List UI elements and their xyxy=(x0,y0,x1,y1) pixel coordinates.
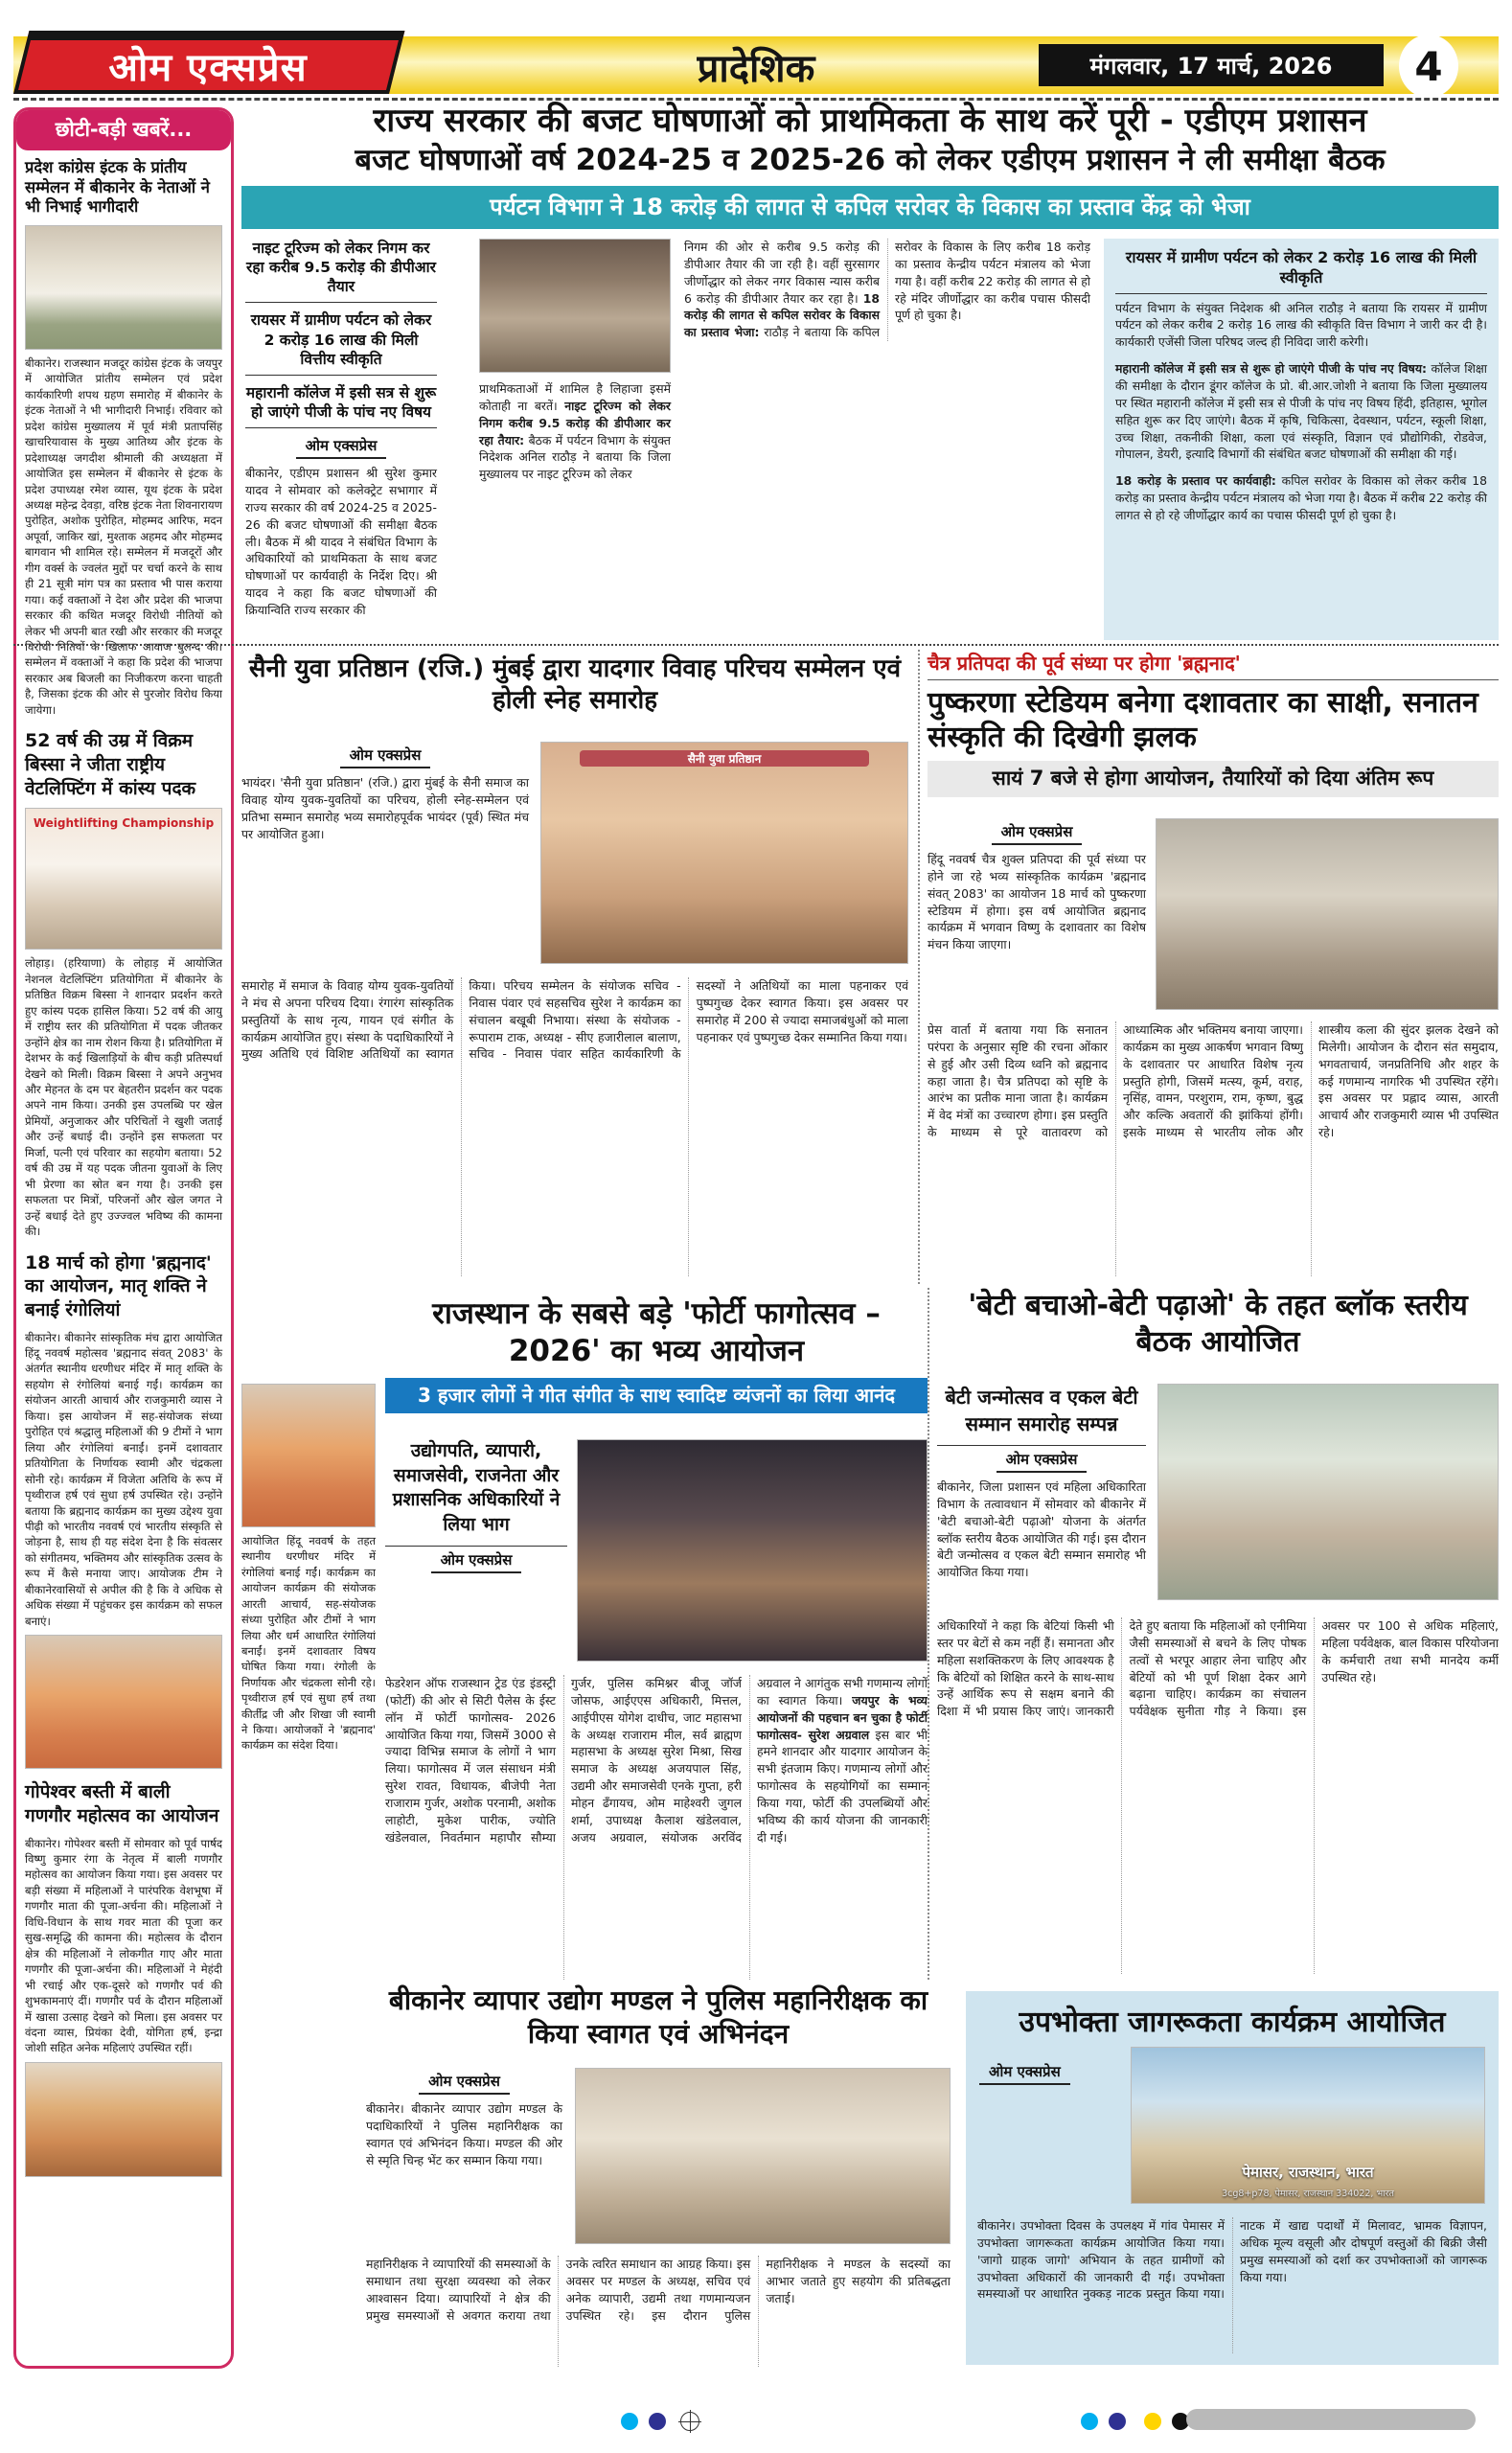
vyapar-lead-column xyxy=(366,2068,562,2168)
forti-sub-column xyxy=(385,1439,567,1579)
photo-adm-review-meeting xyxy=(479,239,671,373)
photo-upbhokta-street-play xyxy=(1131,2047,1485,2204)
registration-dots-right xyxy=(1081,2411,1189,2430)
beti-lead: बीकानेर, जिला प्रशासन एवं महिला अधिकारिता विभाग के तत्वावधान में सोमवार को बीकानेर में 'बेटी बचाओ-बेटी पढ़ाओ' योजना के अंतर्गत ब्लॉक स्तरीय बैठक आयोजित की गई। इस दौरान बेटी जन्मोत्सव व एकल बेटी सम्मान समारोह भी आयोजित किया गया। xyxy=(937,1479,1146,1580)
vyapar-lead: बीकानेर। बीकानेर व्यापार उद्योग मण्डल के पदाधिकारियों ने पुलिस महानिरीक्षक का स्वागत एवं अभिनंदन किया। मण्डल की ओर से स्मृति चिन्ह भेंट कर सम्मान किया गया। xyxy=(366,2101,562,2167)
saini-body: समारोह में समाज के विवाह योग्य युवक-युवतियों ने मंच से अपना परिचय दिया। रंगारंग सांस्कृतिक प्रस्तुतियों के साथ नृत्य, गायन एवं संगीत के कार्यक्रम आयोजित हुए। संस्था के पदाधिकारियों ने मुख्य अतिथि एवं विशिष्ट अतिथियों का स्वागत किया। परिचय सम्मेलन के संयोजक सचिव - निवास पंवार एवं सहसचिव सुरेश ने कार्यक्रम का संचालन बखूबी निभाया। संस्था के संयोजक - रूपाराम टाक, अध्यक्ष - सीए हजारीलाल बालाण, सचिव - निवास पंवार सहित कार्यकारिणी के सदस्यों ने अतिथियों का माला पहनाकर एवं पुष्पगुच्छ देकर स्वागत किया। इस अवसर पर समारोह में 200 से ज्यादा समाजबंधुओं को माला पहनाकर एवं पुष्पगुच्छ देकर सम्मानित किया गया। xyxy=(241,978,908,1062)
photo-geotag: 3cg8+p78, पेमासर, राजस्थान 334022, भारत xyxy=(1222,2189,1394,2199)
forti-article xyxy=(385,1295,928,1845)
vyapar-article xyxy=(366,1983,951,2323)
upbhokta-headline: उपभोक्ता जागरूकता कार्यक्रम आयोजित xyxy=(1019,2006,1446,2039)
vyapar-headline: बीकानेर व्यापार उद्योग मण्डल ने पुलिस महानिरीक्षक का किया स्वागत एवं अभिनंदन xyxy=(388,1984,928,2050)
infobox-item xyxy=(1115,248,1487,351)
bottom-band xyxy=(241,1983,1499,2369)
forti-band: 3 हजार लोगों ने गीत संगीत के साथ स्वादिष्ट व्यंजनों का लिया आनंद xyxy=(385,1378,928,1413)
top-story-body: निगम की ओर से करीब 9.5 करोड़ की डीपीआर तैयार की जा रही है। वहीं सुरसागर जीर्णोद्धार को लेकर नगर विकास न्यास करीब 6 करोड़ की डीपीआर तैयार कर रहा है। 18 करोड़ की लागत से कपिल सरोवर के विकास का प्रस्ताव भेजा: राठौड़ ने बताया कि कपिल सरोवर के विकास के लिए करीब 18 करोड़ का प्रस्ताव केन्द्रीय पर्यटन मंत्रालय को भेजा गया है। वहीं करीब 22 करोड़ की लागत से हो रहे मंदिर जीर्णोद्धार का करीब पचास फीसदी पूर्ण हो चुका है। xyxy=(684,239,1090,340)
byline: ओम एक्सप्रेस xyxy=(992,822,1083,845)
photo-weightlifting xyxy=(25,808,222,950)
cyan-dot-icon xyxy=(1081,2413,1098,2430)
section-title: प्रादेशिक xyxy=(697,47,815,91)
brief-body: बीकानेर। बीकानेर सांस्कृतिक मंच द्वारा आयोजित हिंदू नववर्ष महोत्सव 'ब्रह्मनाद संवत् 2083' के अंतर्गत स्थानीय धरणीधर मंदिर में मातृ शक्ति के सहयोग से रंगोलियां बनाई गईं। कार्यक्रम का संयोजन आरती आचार्य और राजकुमारी व्यास ने किया। इस आयोजन में सह-संयोजक संध्या पुरोहित एवं श्रद्धालु महिलाओं की 9 टीमों ने भाग लिया और रंगोलियां बनाईं। इनमें दशावतार प्रतियोगिता के निर्णायक स्वामी और चंद्रकला सोनी रहे। कार्यक्रम में विजेता अतिथि के रूप में पृथ्वीराज हर्ष एवं सुधा हर्ष उपस्थित रहे। उन्होंने बताया कि ब्रह्मनाद कार्यक्रम का मुख्य उद्देश्य युवा पीढ़ी को भारतीय नववर्ष एवं भारतीय संस्कृति से जोड़ना है, साथ ही यह संदेश देना है कि संवत्सर को संगीतमय, भक्तिमय और सांस्कृतिक उत्सव के रूप में कैसे मनाया जाए। आयोजक टीम ने बीकानेरवासियों से अपील की है कि वे अधिक से अधिक संख्या में पहुंचकर इस कार्यक्रम को सफल बनाएं। xyxy=(25,1330,222,1628)
page-number: 4 xyxy=(1399,34,1458,98)
date-box: मंगलवार, 17 मार्च, 2026 xyxy=(1039,44,1384,86)
briefs-title: छोटी-बड़ी खबरें... xyxy=(16,110,231,150)
beti-article xyxy=(937,1288,1499,1980)
saini-headline: सैनी युवा प्रतिष्ठान (रजि.) मुंबई द्वारा यादगार विवाह परिचय सम्मेलन एवं होली स्नेह समारोह xyxy=(248,654,902,715)
brief-body: लोहाड़। (हरियाणा) के लोहाड़ में आयोजित नेशनल वेटलिफ्टिंग प्रतियोगिता में बीकानेर के प्रतिष्ठित विक्रम बिस्सा ने शानदार प्रदर्शन करते हुए कांस्य पदक हासिल किया। 52 वर्ष की आयु में राष्ट्रीय स्तर की प्रतियोगिता में पदक जीतकर उन्होंने क्षेत्र का नाम रोशन किया है। प्रतियोगिता में देशभर के कई खिलाड़ियों के बीच कड़ी प्रतिस्पर्धा देखने को मिली। विक्रम बिस्सा ने अपने अनुभव और मेहनत के दम पर बेहतरीन प्रदर्शन कर पदक अपने नाम किया। उनकी इस उपलब्धि पर खेल प्रेमियों, अनुजाकर और परिचितों ने खुशी जताई और उन्हें बधाई दी। उन्होंने इस सफलता पर मिर्जा, पत्नी एवं परिवार का सहयोग बताया। 52 वर्ष की उम्र में यह पदक जीतना युवाओं के लिए भी प्रेरणा का स्रोत बन गया है। उनकी इस सफलता पर मित्रों, परिजनों और खेल जगत ने उन्हें बधाई देते हुए उज्ज्वल भविष्य की कामना की। xyxy=(25,956,222,1239)
photo-forti-fagotsav-stage xyxy=(577,1439,928,1662)
brahmnad-headline: पुष्करणा स्टेडियम बनेगा दशावतार का साक्षी, सनातन संस्कृति की दिखेगी झलक xyxy=(928,686,1478,754)
photo-brahmnad-press xyxy=(1156,818,1499,1010)
paper-name: ओम एक्सप्रेस xyxy=(108,45,309,90)
rangoli-continuation xyxy=(241,1384,376,1754)
byline: ओम एक्सप्रेस xyxy=(431,1550,522,1573)
byline: ओम एक्सप्रेस xyxy=(419,2072,510,2095)
photo-beti-meeting xyxy=(1157,1384,1499,1600)
briefs-column xyxy=(13,107,234,2369)
photo-caption: पेमासर, राजस्थान, भारत xyxy=(1242,2164,1374,2181)
brief-headline: प्रदेश कांग्रेस इंटक के प्रांतीय सम्मेलन में बीकानेर के नेताओं ने भी निभाई भागीदारी xyxy=(25,158,222,219)
masthead xyxy=(13,36,1499,94)
top-story-continuation: प्राथमिकताओं में शामिल है लिहाजा इसमें कोताही ना बरतें। नाइट टूरिज्म को लेकर निगम करीब 9.5 करोड़ की डीपीआर कर रहा तैयार: बैठक में पर्यटन विभाग के संयुक्त निदेशक अनिल राठौड़ ने बताया कि जिला मुख्यालय पर नाइट टूरिज्म को लेकर xyxy=(479,380,671,482)
saini-lead: भायंदर। 'सैनी युवा प्रतिष्ठान' (रजि.) द्वारा मुंबई के सैनी समाज का विवाह योग्य युवक-युवतियों का परिचय, होली स्नेह-सम्मेलन एवं प्रतिभा सम्मान समारोह भव्य समारोहपूर्वक भायंदर (पूर्व) स्थित मंच पर आयोजित हुआ। xyxy=(241,775,529,841)
photo-gangaur-festival xyxy=(25,2062,222,2177)
blue-dot-icon xyxy=(649,2413,666,2430)
brief-article-weightlifting xyxy=(16,722,231,1243)
photo-banner-text: सैनी युवा प्रतिष्ठान xyxy=(580,750,869,767)
top-story-col3 xyxy=(684,239,1090,341)
upbhokta-body: बीकानेर। उपभोक्ता दिवस के उपलक्ष्य में गांव पेमासर में उपभोक्ता जागरूकता कार्यक्रम आयोजित किया गया। 'जागो ग्राहक जागो' अभियान के तहत ग्रामीणों को उपभोक्ता अधिकारों की जानकारी दी गई। उपभोक्ता समस्याओं पर आधारित नुक्कड़ नाटक प्रस्तुत किया गया। नाटक में खाद्य पदार्थों में मिलावट, भ्रामक विज्ञापन, अधिक मूल्य वसूली और दोषपूर्ण वस्तुओं की बिक्री जैसी प्रमुख समस्याओं को दर्शा कर उपभोक्ताओं को जागरूक किया गया। xyxy=(977,2218,1487,2302)
brahmnad-subhead: सायं 7 बजे से होगा आयोजन, तैयारियों को दिया अंतिम रूप xyxy=(928,761,1499,797)
top-story-col2 xyxy=(479,239,671,483)
byline: ओम एक्सप्रेस xyxy=(340,745,431,768)
photo-saini-stage-group xyxy=(540,742,908,964)
byline: ओम एक्सप्रेस xyxy=(979,2062,1070,2085)
vyapar-body: महानिरीक्षक ने व्यापारियों की समस्याओं के समाधान तथा सुरक्षा व्यवस्था को लेकर आश्वासन दिया। व्यापारियों ने क्षेत्र की प्रमुख समस्याओं से अवगत कराया तथा उनके त्वरित समाधान का आग्रह किया। इस अवसर पर मण्डल के अध्यक्ष, सचिव एवं अनेक व्यापारी, उद्यमी तथा गणमान्यजन उपस्थित रहे। इस दौरान पुलिस महानिरीक्षक ने मण्डल के सदस्यों का आभार जताते हुए सहयोग की प्रतिबद्धता जताई। xyxy=(366,2257,951,2323)
infobox-item-body: महारानी कॉलेज में इसी सत्र से शुरू हो जाएंगे पीजी के पांच नए विषय: कॉलेज शिक्षा की समीक्षा के दौरान डूंगर कॉलेज के प्रो. बी.आर.जोशी ने बताया कि जिला मुख्यालय पर स्थित महारानी कॉलेज में इसी सत्र से पीजी के पांच नए विषय हिंदी, इतिहास, भूगोल सहित शुरू कर दिए जाएंगे। बैठक में कृषि, चिकित्सा, देवस्थान, पर्यटन, स्कूली शिक्षा, उच्च शिक्षा, तकनीकी शिक्षा, कला एवं संस्कृति, विज्ञान एवं प्रौद्योगिकी, रोडवेज, गोपालन, डेयरी, इत्यादि विभागों की संबंधित बजट घोषणाओं की समीक्षा की गई। xyxy=(1115,361,1487,462)
registration-dots-left xyxy=(621,2411,699,2431)
top-story-headline: राज्य सरकार की बजट घोषणाओं को प्राथमिकता के साथ करें पूरी - एडीएम प्रशासन xyxy=(373,102,1367,140)
brief-headline: 18 मार्च को होगा 'ब्रह्मनाद' का आयोजन, मातृ शक्ति ने बनाई रंगोलियां xyxy=(25,1251,222,1324)
forti-body: फेडरेशन ऑफ राजस्थान ट्रेड एंड इंडस्ट्री (फोर्टी) की ओर से सिटी पैलेस के ईस्ट लॉन में फोर्टी फागोत्सव- 2026 आयोजित किया गया, जिसमें 3000 से ज्यादा विभिन्न समाज के लोगों ने भाग लिया। फागोत्सव में जल संसाधन मंत्री सुरेश रावत, विधायक, बीजेपी नेता राजाराम गुर्जर, अशोक परनामी, अशोक लाहोटी, मुकेश पारीक, ज्योति खंडेलवाल, निवर्तमान महापौर सौम्या गुर्जर, पुलिस कमिश्नर बीजू जॉर्ज जोसफ, आईएएस अधिकारी, मित्तल, आईपीएस योगेश दाधीच, जाट महासभा के अध्यक्ष राजाराम मील, सर्व ब्राह्मण महासभा के अध्यक्ष सुरेश मिश्रा, सिख समाज के अध्यक्ष अजयपाल सिंह, उद्यमी और समाजसेवी एनके गुप्ता, हरी मोहन ढँगायच, ओम माहेश्वरी जुगल शर्मा, उपाध्यक्ष कैलाश खंडेलवाल, अजय अग्रवाल, संयोजक अरविंद अग्रवाल ने आगंतुक सभी गणमान्य लोगों का स्वागत किया। जयपुर के भव्य आयोजनों की पहचान बन चुका है फोर्टी फागोत्सव- सुरेश अग्रवाल इस बार भी हमने शानदार और यादगार आयोजन के सभी इंतजाम किए। गणमान्य लोगों और फागोत्सव के सहयोगियों का सम्मान किया गया, फोर्टी की उपलब्धियों और भविष्य की कार्य योजना की जानकारी दी गई। xyxy=(385,1676,928,1845)
section-divider xyxy=(13,644,1499,646)
top-story-col1 xyxy=(245,239,437,619)
upbhokta-article xyxy=(966,1991,1499,2365)
print-footer xyxy=(0,2403,1512,2438)
lower-band xyxy=(241,1288,1499,1980)
photo-banner-text: Weightlifting Championship xyxy=(33,816,215,831)
brief-headline: 52 वर्ष की उम्र में विक्रम बिस्सा ने जीता राष्ट्रीय वेटलिफ्टिंग में कांस्य पदक xyxy=(25,729,222,802)
photo-rangoli-women xyxy=(25,1635,222,1769)
brief-article-brahmnad-rangoli xyxy=(16,1244,231,1774)
photo-rangoli-gathering xyxy=(241,1384,376,1527)
blue-dot-icon xyxy=(1109,2413,1126,2430)
middle-band xyxy=(241,650,1499,1284)
brief-article-intc xyxy=(16,150,231,722)
crosshair-icon xyxy=(680,2412,699,2431)
top-story xyxy=(241,102,1499,640)
top-story-subheadline: बजट घोषणाओं वर्ष 2024-25 व 2025-26 को लेकर एडीएम प्रशासन ने ली समीक्षा बैठक xyxy=(355,142,1386,177)
top-story-band: पर्यटन विभाग ने 18 करोड़ की लागत से कपिल सरोवर के विकास का प्रस्ताव केंद्र को भेजा xyxy=(241,186,1499,229)
beti-lead-column xyxy=(937,1384,1146,1581)
top-story-infobox xyxy=(1104,239,1499,640)
brief-body: बीकानेर। राजस्थान मजदूर कांग्रेस इंटक के जयपुर में आयोजित प्रांतीय सम्मेलन एवं प्रदेश कार्यकारिणी शपथ ग्रहण समारोह में बीकानेर के इंटक नेताओं ने भी भागीदारी निभाई। रविवार को प्रदेश कांग्रेस मुख्यालय में पूर्व मंत्री प्रतापसिंह खाचरियावास के मुख्य आतिथ्य और इंटक के प्रदेशाध्यक्ष जगदीश श्रीमाली की अध्यक्षता में आयोजित इस सम्मेलन में बीकानेर से इंटक के प्रदेश उपाध्यक्ष रमेश व्यास, यूथ इंटक के प्रदेश अध्यक्ष महेन्द्र देवड़ा, वरिष्ठ इंटक नेता शिवनारायण पुरोहित, अशोक पुरोहित, मोहम्मद आरिफ, मदन अपूर्वा, जाकिर खां, मुश्ताक अहमद और मोहम्मद बागवान भी शामिल रहे। सम्मेलन में मजदूरों और गीग वर्क्स के ज्वलंत मुद्दों पर चर्चा करने के साथ ही 21 सूत्री मांग पत्र का प्रस्ताव भी पास कराया गया। कई वक्ताओं ने देश और प्रदेश की भाजपा सरकार की कथित मजदूर विरोधी नीतियों को लेकर भी अपनी बात रखी और सरकार की मजदूर विरोधी नितियों के खिलाफ आवाज बुलन्द की। सम्मेलन में वक्ताओं ने कहा कि प्रदेश की भाजपा सरकार अब बिजली का निजीकरण करना चाहती है, जिसका इंटक की ओर से पुरजोर विरोध किया जायेगा। xyxy=(25,355,222,717)
brief-article-gangaur xyxy=(16,1773,231,2181)
column-rule xyxy=(928,1288,929,1980)
beti-body: अधिकारियों ने कहा कि बेटियां किसी भी स्तर पर बेटों से कम नहीं हैं। समानता और महिला सशक्तिकरण के लिए आवश्यक है कि बेटियों को शिक्षित करने के साथ-साथ उन्हें आर्थिक रूप से सक्षम बनाने की दिशा में भी प्रयास किए जाएं। जानकारी देते हुए बताया कि महिलाओं को एनीमिया जैसी समस्याओं से बचने के लिए पोषक तत्वों से भरपूर आहार लेना चाहिए और बेटियों को भी पूर्ण शिक्षा देकर आगे बढ़ाना चाहिए। कार्यक्रम का संचालन पर्यवेक्षक सुनीता गौड़ ने किया। इस अवसर पर 100 से अधिक महिलाएं, महिला पर्यवेक्षक, बाल विकास परियोजना के कर्मचारी तथा सभी मानदेय कर्मी उपस्थित रहे। xyxy=(937,1618,1499,1719)
brahmnad-body: प्रेस वार्ता में बताया गया कि सनातन परंपरा के अनुसार सृष्टि की रचना ओंकार से हुई और उसी दिव्य ध्वनि को ब्रह्मनाद कहा जाता है। चैत्र प्रतिपदा को सृष्टि के आरंभ का प्रतीक माना जाता है। कार्यक्रम में वेद मंत्रों का उच्चारण होगा। इस प्रस्तुति के माध्यम से पूरे वातावरण को आध्यात्मिक और भक्तिमय बनाया जाएगा। कार्यक्रम का मुख्य आकर्षण भगवान विष्णु के दशावतार पर आधारित विशेष नृत्य प्रस्तुति होगी, जिसमें मत्स्य, कूर्म, वराह, नृसिंह, वामन, परशुराम, राम, कृष्ण, बुद्ध और कल्कि अवतारों की झांकियां होंगी। इसके माध्यम से भारतीय लोक और शास्त्रीय कला की सुंदर झलक देखने को मिलेगी। आयोजन के दौरान संत समुदाय, भगवताचार्य, जनप्रतिनिधि और शहर के कई गणमान्य नागरिक भी उपस्थित रहेंगे। इस अवसर पर प्रह्लाद व्यास, आरती आचार्य और राजकुमारी व्यास भी उपस्थित रहे। xyxy=(928,1022,1499,1140)
forti-subhead: उद्योगपति, व्यापारी, समाजसेवी, राजनेता और प्रशासनिक अधिकारियों ने लिया भाग xyxy=(385,1439,567,1547)
top-story-columns xyxy=(241,239,1499,640)
bullet-head: रायसर में ग्रामीण पर्यटन को लेकर 2 करोड़ 16 लाख की मिली वित्तीय स्वीकृति xyxy=(245,310,437,375)
cyan-dot-icon xyxy=(621,2413,638,2430)
infobox-item-body: 18 करोड़ के प्रस्ताव पर कार्यवाही: कपिल सरोवर के विकास को लेकर करीब 18 करोड़ का प्रस्ताव केन्द्रीय पर्यटन मंत्रालय को भेजा गया है। बैठक में करीब 22 करोड़ की लागत से हो रहे जीर्णोद्धार कार्य का पचास फीसदी पूर्ण हो चुका है। xyxy=(1115,473,1487,523)
brahmnad-lead-column xyxy=(928,818,1146,953)
rangoli-continuation-text: आयोजित हिंदू नववर्ष के तहत स्थानीय धरणीधर मंदिर में रंगोलियां बनाई गईं। कार्यक्रम का आयोजन कार्यक्रम की संयोजक आरती आचार्य, सह-संयोजक संध्या पुरोहित और टीमों ने भाग लिया और धर्म आधारित रंगोलियां बनाईं। इनमें दशावतार विषय घोषित किया गया। रंगोली के निर्णायक और चंद्रकला सोनी रहे। पृथ्वीराज हर्ष एवं सुधा हर्ष तथा कीर्तीद्र जी और शिखा जी स्वामी ने किया। आयोजकों ने 'ब्रह्मनाद' कार्यक्रम का संदेश दिया। xyxy=(241,1534,376,1753)
infobox-item xyxy=(1115,472,1487,524)
header-divider xyxy=(13,98,1499,101)
yellow-dot-icon xyxy=(1144,2413,1161,2430)
forti-headline: राजस्थान के सबसे बड़े 'फोर्टी फागोत्सव – 2026' का भव्य आयोजन xyxy=(432,1296,881,1368)
saini-article xyxy=(241,653,908,1280)
infobox-item-title: रायसर में ग्रामीण पर्यटन को लेकर 2 करोड़ 16 लाख की मिली स्वीकृति xyxy=(1115,248,1487,294)
photo-intc-meeting xyxy=(25,225,222,350)
brahmnad-lead: हिंदू नववर्ष चैत्र शुक्ल प्रतिपदा की पूर्व संध्या पर होने जा रहे भव्य सांस्कृतिक कार्यक्रम 'ब्रह्मनाद संवत् 2083' का आयोजन 18 मार्च को पुष्करणा स्टेडियम में होगा। इस वर्ष आयोजित ब्रह्मनाद कार्यक्रम में भगवान विष्णु के दशावतार का विशेष मंचन किया जाएगा। xyxy=(928,852,1146,952)
infobox-item-body: पर्यटन विभाग के संयुक्त निदेशक श्री अनिल राठौड़ ने बताया कि रायसर में ग्रामीण पर्यटन को लेकर करीब 2 करोड़ 16 लाख की स्वीकृति वित्त विभाग ने जारी कर दी है। कार्यकारी एजेंसी जिला परिषद जल्द ही निविदा जारी करेगी। xyxy=(1115,300,1487,350)
brahmnad-article xyxy=(928,650,1499,1280)
beti-subhead: बेटी जन्मोत्सव व एकल बेटी सम्मान समारोह सम्पन्न xyxy=(937,1384,1146,1446)
photo-vyapar-welcome xyxy=(575,2068,951,2244)
column-rule xyxy=(918,650,920,1284)
byline: ओम एक्सप्रेस xyxy=(997,1450,1088,1473)
bullet-head: महारानी कॉलेज में इसी सत्र से शुरू हो जाएंगे पीजी के पांच नए विषय xyxy=(245,383,437,428)
brahmnad-kicker: चैत्र प्रतिपदा की पूर्व संध्या पर होगा 'ब्रह्मनाद' xyxy=(928,650,1499,680)
brief-headline: गोपेश्वर बस्ती में बाली गणगौर महोत्सव का आयोजन xyxy=(25,1780,222,1829)
infobox-item xyxy=(1115,360,1487,463)
gray-registration-bar xyxy=(1186,2409,1476,2430)
saini-lead-column xyxy=(241,742,529,842)
top-story-lead: बीकानेर, एडीएम प्रशासन श्री सुरेश कुमार यादव ने सोमवार को कलेक्ट्रेट सभागार में राज्य सरकार की वर्ष 2024-25 व 2025-26 की बजट घोषणाओं की समीक्षा बैठक ली। बैठक में श्री यादव ने संबंधित विभाग के अधिकारियों को प्राथमिकता के साथ बजट घोषणाओं पर कार्यवाही के निर्देश दिए। श्री यादव ने कहा कि बजट घोषणाओं की क्रियान्विति राज्य सरकार की xyxy=(245,466,437,617)
byline: ओम एक्सप्रेस xyxy=(296,436,387,459)
beti-headline: 'बेटी बचाओ-बेटी पढ़ाओ' के तहत ब्लॉक स्तरीय बैठक आयोजित xyxy=(968,1289,1468,1359)
paper-logo xyxy=(13,31,404,94)
bullet-head: नाइट टूरिज्म को लेकर निगम कर रहा करीब 9.5 करोड़ की डीपीआर तैयार xyxy=(245,239,437,303)
brief-body: बीकानेर। गोपेश्वर बस्ती में सोमवार को पूर्व पार्षद विष्णु कुमार रंगा के नेतृत्व में बाली गणगौर महोत्सव का आयोजन किया गया। इस अवसर पर बड़ी संख्या में महिलाओं ने पारंपरिक वेशभूषा में गणगौर माता की पूजा-अर्चना की। महिलाओं ने विधि-विधान के साथ गवर माता की पूजा कर सुख-समृद्धि की कामना की। महोत्सव के दौरान क्षेत्र की महिलाओं ने लोकगीत गाए और माता गणगौर की पूजा-अर्चना की। महिलाओं ने मेहंदी भी रचाई और एक-दूसरे को गणगौर पर्व की शुभकामनाएं दीं। गणगौर पर्व के दौरान महिलाओं में खासा उत्साह देखने को मिला। इस अवसर पर वंदना व्यास, प्रियंका देवी, योगिता हर्ष, इन्द्रा जोशी सहित अनेक महिलाएं उपस्थित रहीं। xyxy=(25,1836,222,2055)
